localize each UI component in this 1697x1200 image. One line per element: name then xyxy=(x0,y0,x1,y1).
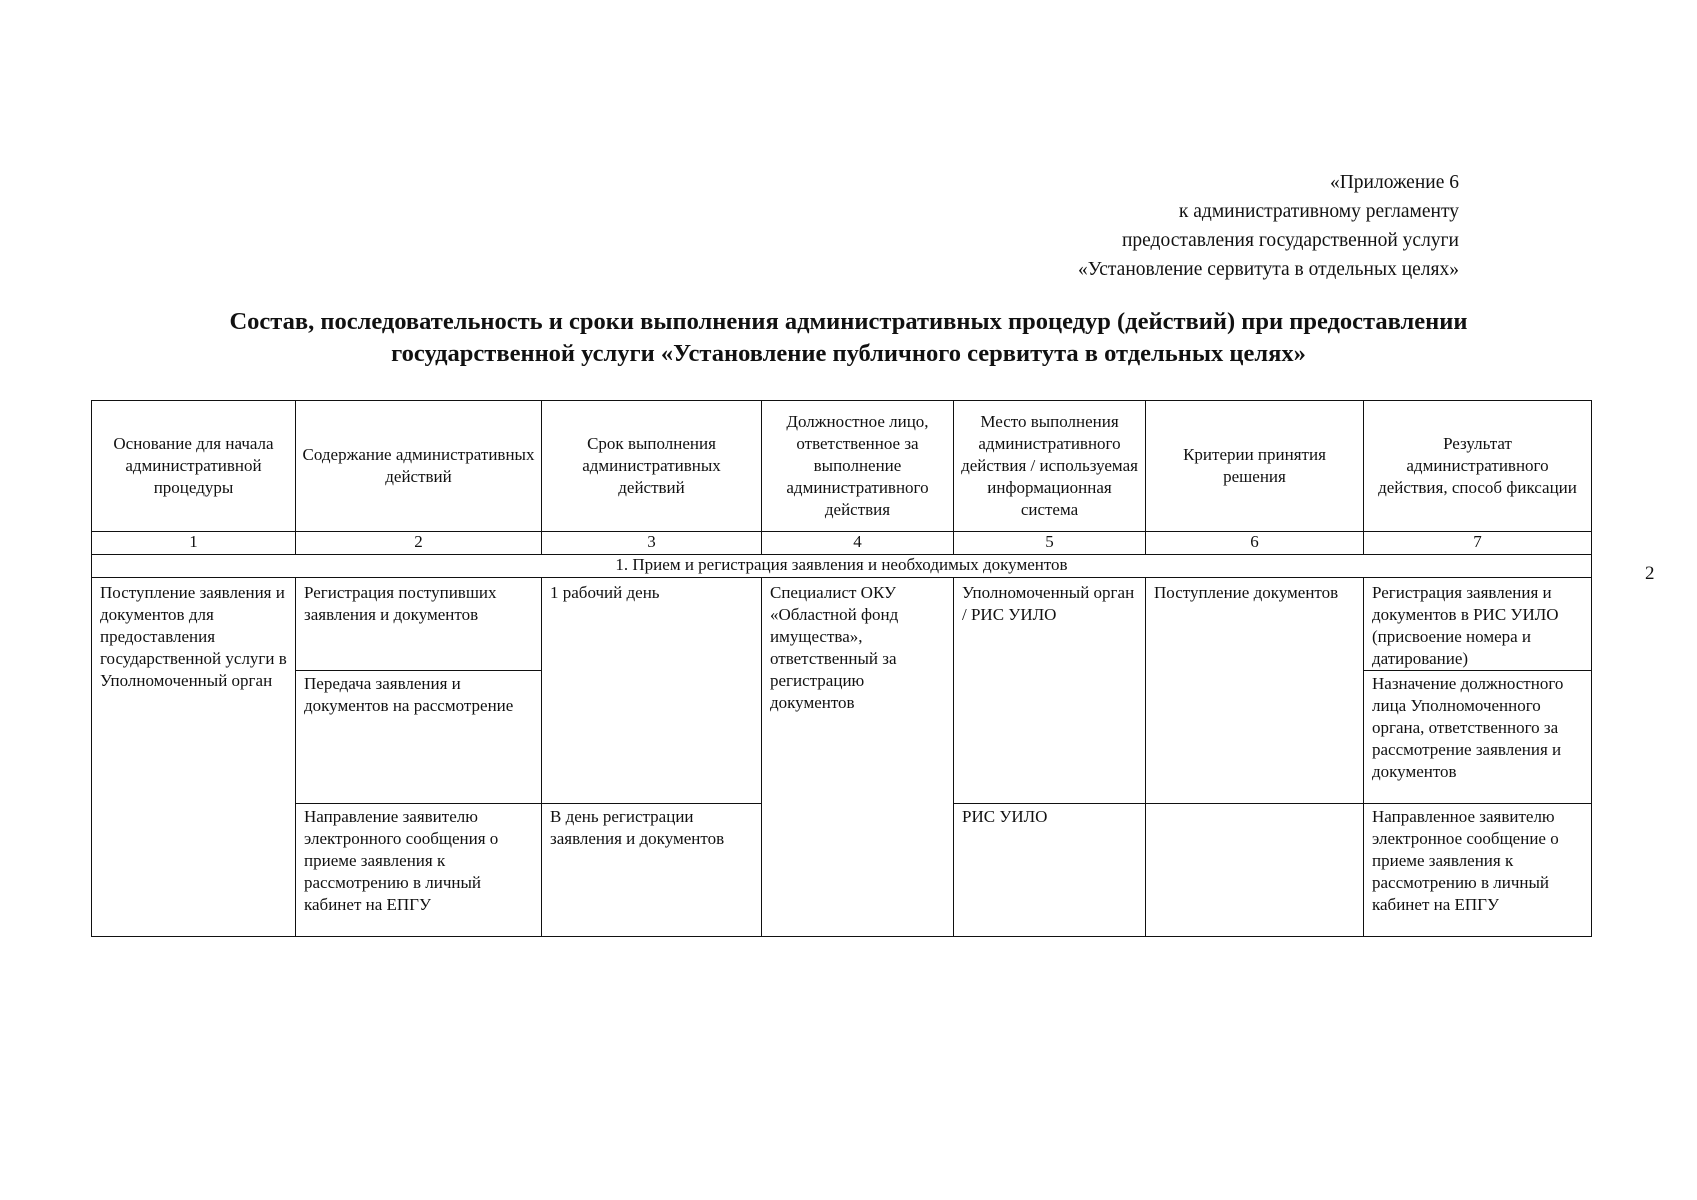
attachment-line-2: к административному регламенту xyxy=(1178,201,1459,222)
column-number-row xyxy=(92,532,1592,555)
column-number: 3 xyxy=(542,532,762,555)
result-cell: Регистрация заявления и документов в РИС УИЛО (присвоение номера и датирование) xyxy=(1364,578,1592,671)
header-cell-official: Должностное лицо, ответственное за выполнение административного действия xyxy=(762,401,954,532)
header-row xyxy=(92,401,1592,532)
result-cell: Назначение должностного лица Уполномоченного органа, ответственного за рассмотрение заявления и документов xyxy=(1364,671,1592,804)
title-line-2: государственной услуги «Установление публичного сервитута в отдельных целях» xyxy=(391,340,1306,367)
attachment-header xyxy=(939,168,1459,284)
section-row xyxy=(92,555,1592,578)
place-cell: РИС УИЛО xyxy=(954,804,1146,937)
column-number: 6 xyxy=(1146,532,1364,555)
title-line-1: Состав, последовательность и сроки выполнения административных процедур (действий) при предоставлении xyxy=(229,308,1468,335)
column-number: 7 xyxy=(1364,532,1592,555)
header-cell-result: Результат административного действия, способ фиксации xyxy=(1364,401,1592,532)
action-cell: Направление заявителю электронного сообщения о приеме заявления к рассмотрению в личный кабинет на ЕПГУ xyxy=(296,804,542,937)
column-number: 1 xyxy=(92,532,296,555)
term-cell: В день регистрации заявления и документов xyxy=(542,804,762,937)
criteria-cell xyxy=(1146,804,1364,937)
attachment-line-3: предоставления государственной услуги xyxy=(1121,230,1459,251)
criteria-cell: Поступление документов xyxy=(1146,578,1364,804)
procedures-table xyxy=(91,400,1592,937)
attachment-line-1: «Приложение 6 xyxy=(1329,172,1459,193)
column-number: 5 xyxy=(954,532,1146,555)
place-cell: Уполномоченный орган / РИС УИЛО xyxy=(954,578,1146,804)
header-cell-criteria: Критерии принятия решения xyxy=(1146,401,1364,532)
page-number: 2 xyxy=(1645,563,1655,584)
column-number: 2 xyxy=(296,532,542,555)
header-cell-actions: Содержание административных действий xyxy=(296,401,542,532)
attachment-line-4: «Установление сервитута в отдельных целях» xyxy=(1078,259,1459,280)
action-cell: Регистрация поступивших заявления и документов xyxy=(296,578,542,671)
table-row xyxy=(92,578,1592,671)
section-title: 1. Прием и регистрация заявления и необходимых документов xyxy=(92,555,1592,578)
basis-cell: Поступление заявления и документов для предоставления государственной услуги в Уполномоченный орган xyxy=(92,578,296,937)
document-title xyxy=(100,306,1597,370)
action-cell: Передача заявления и документов на рассмотрение xyxy=(296,671,542,804)
header-cell-term: Срок выполнения административных действий xyxy=(542,401,762,532)
official-cell: Специалист ОКУ «Областной фонд имущества», ответственный за регистрацию документов xyxy=(762,578,954,937)
header-cell-basis: Основание для начала административной процедуры xyxy=(92,401,296,532)
column-number: 4 xyxy=(762,532,954,555)
header-cell-place: Место выполнения административного действия / используемая информационная система xyxy=(954,401,1146,532)
result-cell: Направленное заявителю электронное сообщение о приеме заявления к рассмотрению в личный кабинет на ЕПГУ xyxy=(1364,804,1592,937)
term-cell: 1 рабочий день xyxy=(542,578,762,804)
